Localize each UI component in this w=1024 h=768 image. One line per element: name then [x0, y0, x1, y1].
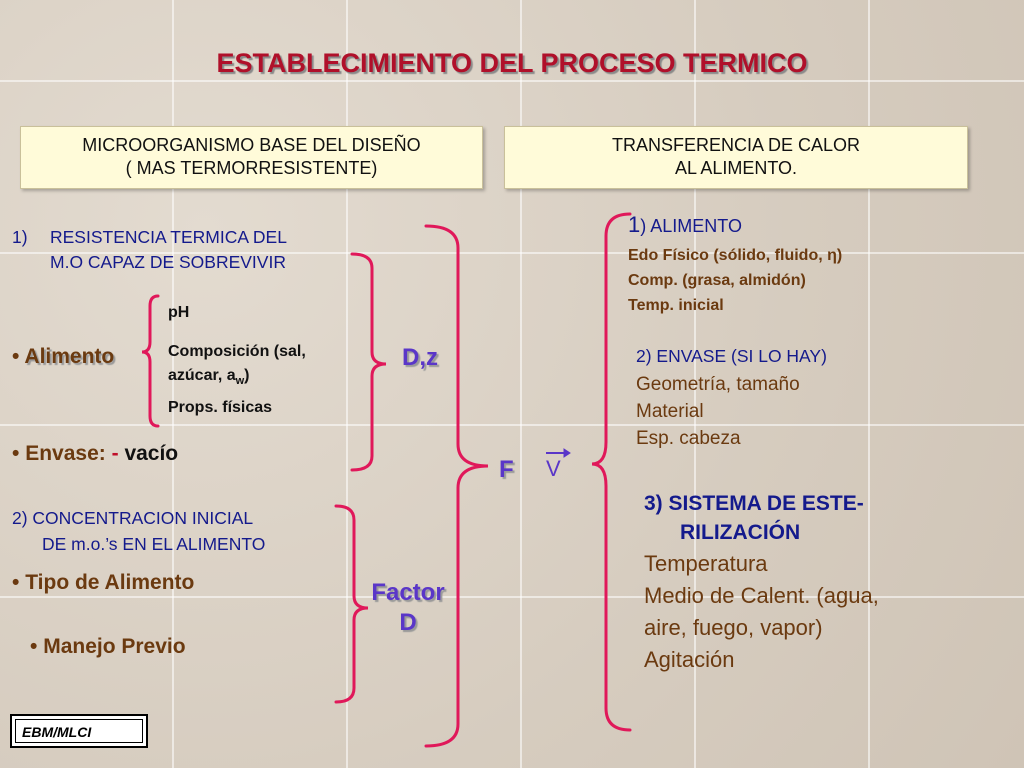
composicion-line: Comp. (grasa, almidón) [628, 272, 806, 289]
bullet: • [12, 442, 20, 465]
temperatura-line: Temperatura [644, 551, 768, 576]
ph-label: pH [168, 304, 190, 321]
heat-transfer-box-line2: AL ALIMENTO. [674, 158, 798, 178]
envase-item [12, 442, 178, 466]
envase-section-title: 2) ENVASE (SI LO HAY) [636, 346, 827, 366]
sistema-title-line1: 3) SISTEMA DE ESTE- [644, 492, 864, 515]
brace-alimento [142, 296, 158, 426]
esp-cabeza-line: Esp. cabeza [636, 428, 741, 449]
tipo-alimento-item [12, 571, 194, 595]
bullet: • [12, 571, 20, 594]
composicion-line2 [168, 364, 306, 393]
footer-label: EBM/MLCI [15, 719, 143, 743]
medio-line1: Medio de Calent. (agua, [644, 583, 879, 608]
item1-number: 1) [12, 227, 28, 247]
manejo-previo-label: Manejo Previo [43, 635, 186, 658]
d-label: D [399, 609, 417, 636]
alimento-item [12, 345, 114, 369]
sistema-title-line2: RILIZACIÓN [680, 521, 801, 544]
page-title: ESTABLECIMIENTO DEL PROCESO TERMICO [216, 48, 808, 78]
dz-label: D,z [402, 344, 438, 371]
alimento-label: Alimento [24, 345, 115, 368]
composicion-line2-end: ) [244, 367, 250, 384]
heat-transfer-box-line1: TRANSFERENCIA DE CALOR [611, 135, 861, 155]
tipo-alimento-label: Tipo de Alimento [25, 571, 195, 594]
item1-heading [12, 225, 286, 275]
brace-f [426, 226, 488, 746]
props-fisicas-label: Props. físicas [168, 399, 273, 416]
envase-label: Envase: [25, 442, 106, 465]
envase-section-details [636, 371, 800, 452]
bullet: • [12, 345, 20, 368]
item2-heading [12, 505, 265, 557]
v-label: V [546, 456, 561, 481]
envase-value: vacío [124, 442, 179, 465]
composicion-line2-text: azúcar, a [168, 367, 236, 384]
water-activity-subscript: w [235, 375, 245, 388]
geometria-line: Geometría, tamaño [636, 374, 800, 395]
edo-fisico-line: Edo Físico (sólido, fluido, η) [628, 247, 843, 264]
composicion-line1: Composición (sal, [168, 343, 306, 360]
sistema-section-details [644, 548, 879, 676]
microorganism-box-line1: MICROORGANISMO BASE DEL DISEÑO [82, 135, 421, 155]
brace-v [592, 214, 630, 730]
material-line: Material [636, 401, 704, 422]
alimento-section-details [628, 243, 842, 318]
alimento-section-title [628, 212, 742, 238]
f-label: F [499, 456, 514, 483]
composicion-label [168, 340, 306, 393]
alimento-section-number: 1 [628, 212, 641, 237]
medio-line2: aire, fuego, vapor) [644, 615, 823, 640]
item1-line1: RESISTENCIA TERMICA DEL [50, 227, 287, 247]
sistema-section-title [644, 489, 864, 547]
temp-inicial-line: Temp. inicial [628, 297, 724, 314]
item2-line1: 2) CONCENTRACION INICIAL [12, 508, 254, 528]
agitacion-line: Agitación [644, 647, 735, 672]
item1-line2: M.O CAPAZ DE SOBREVIVIR [50, 252, 286, 272]
footer-box [10, 714, 148, 748]
alimento-section-label: ) ALIMENTO [640, 216, 742, 236]
factor-d-label [364, 578, 452, 638]
factor-label: Factor [371, 579, 445, 606]
microorganism-box-line2: ( MAS TERMORRESISTENTE) [125, 158, 378, 178]
manejo-previo-item [30, 635, 186, 659]
bullet: • [30, 635, 38, 658]
item2-line2: DE m.o.’s EN EL ALIMENTO [42, 534, 266, 554]
envase-dash: - [111, 442, 119, 465]
brace-dz [352, 254, 386, 470]
